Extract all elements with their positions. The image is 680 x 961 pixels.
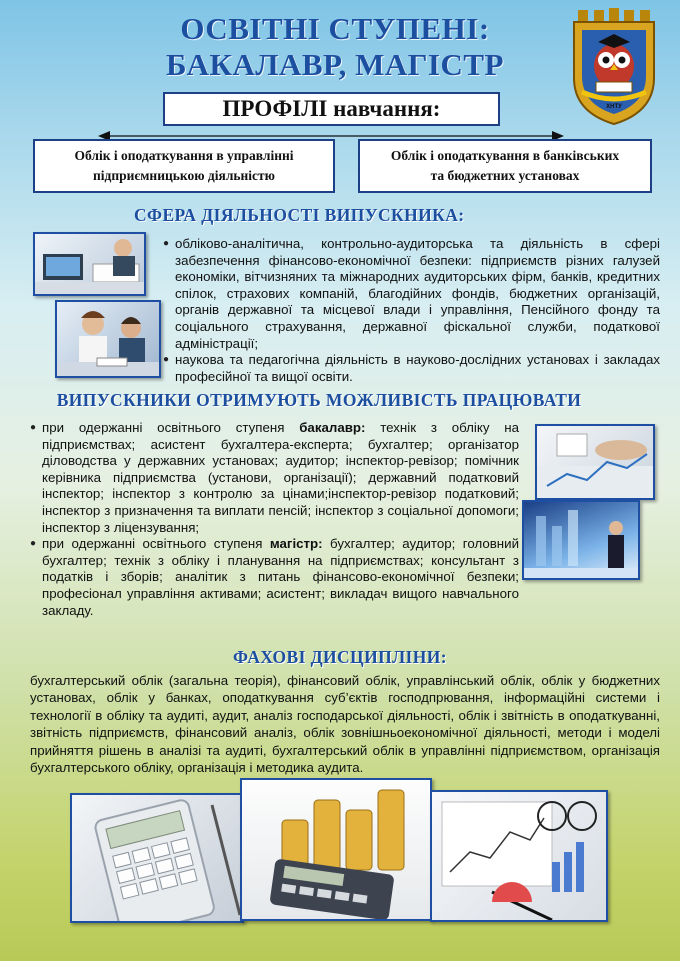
profiles-heading: ПРОФІЛІ навчання: bbox=[163, 92, 500, 126]
disciplines-text: бухгалтерський облік (загальна теорія), фінансовий облік, управлінський облік, облік у бюджетних установах, облік у банках, оподаткування суб’єктів господпрювання, інформаційні системи і технології в обліку та аудиті, аудит, аналіз господарської діяльності, облік і звітність в оподаткуванні, звітність підприємств, фінансовий аналіз, облік зовнішньоекономічної діяльності, методи і моделі прийняття рішень в аналізі та аудиті, бухгалтерський облік в управлінні підприємством, організація бухгалтерського обліку, організація і методика аудита. bbox=[30, 673, 660, 776]
profile-right-line2: та бюджетних установах bbox=[430, 168, 580, 183]
sphere-heading: СФЕРА ДІЯЛЬНОСТІ ВИПУСКНИКА: bbox=[134, 205, 465, 225]
opportunities-text bbox=[30, 420, 519, 619]
bachelor-item bbox=[30, 420, 519, 536]
disciplines-heading: ФАХОВІ ДИСЦИПЛІНИ: bbox=[232, 647, 447, 667]
profile-left bbox=[33, 139, 335, 193]
office-photo-2 bbox=[55, 300, 161, 378]
business-photo-1 bbox=[535, 424, 655, 500]
office-photo-1 bbox=[33, 232, 146, 296]
sphere-item: ● обліково-аналітична, контрольно-аудиторська та діяльність в сфері забезпечення фінансово-економічної безпеки: підприємств різних галузей економіки, вітчизняних та міжнародних аудиторських фірм, банків, кредитних спілок, страхових компаній, благодійних фондів, бюджетних організацій, органів державної та місцевої влади і управління, Пенсійного фонду та соціального страхування, державної фіскальної служби, податкової адміністрації; bbox=[163, 236, 660, 352]
profile-right-line1: Облік і оподаткування в банківських bbox=[390, 148, 620, 163]
opportunities-heading: ВИПУСКНИКИ ОТРИМУЮТЬ МОЖЛИВІСТЬ ПРАЦЮВАТИ bbox=[56, 390, 582, 410]
bachelor-prefix: при одержанні освітнього ступеня bbox=[42, 420, 300, 435]
master-item bbox=[30, 536, 519, 619]
crest-label: ХНТУ bbox=[606, 104, 622, 110]
business-photo-2 bbox=[522, 500, 640, 580]
page-title-line2: БАКАЛАВР, МАГІСТР bbox=[166, 47, 504, 82]
calculator-photo bbox=[70, 793, 244, 923]
master-prefix: при одержанні освітнього ступеня bbox=[42, 536, 270, 552]
page-title-line1: ОСВІТНІ СТУПЕНІ: bbox=[180, 11, 490, 46]
sphere-item: ● наукова та педагогічна діяльність в науково-дослідних установах і закладах професійної та вищої освіти. bbox=[163, 352, 660, 385]
profile-left-line1: Облік і оподаткування в управлінні bbox=[74, 148, 294, 163]
sphere-text bbox=[163, 236, 660, 385]
coins-photo bbox=[240, 778, 432, 921]
bachelor-text: технік з обліку на підприємствах; асистент бухгалтера-експерта; бухгалтер; організатор діловодства у державних установах; аудитор; інспектор-ревізор; помічник керівника підприємства (установи, організації); державний податковий інспектор; інспектор з контролю за цінами;інспектор-ревізор податковий; інспектор з призначення та виплати пенсій; інспектор з соціальної допомоги; інспектор з ліцензування; bbox=[42, 420, 519, 535]
profile-right bbox=[358, 139, 652, 193]
master-label: магістр: bbox=[269, 536, 323, 552]
profile-left-line2: підприємницькою діяльністю bbox=[92, 168, 276, 183]
charts-photo bbox=[430, 790, 608, 922]
master-text: бухгалтер; аудитор; головний бухгалтер; технік з обліку і планування на підприємствах; консультант з податків і зборів; аналітик з питань фінансово-економічної безпеки; професіонал управління активами; асистент; викладач вищого навчального закладу. bbox=[42, 536, 520, 618]
bachelor-label: бакалавр: bbox=[299, 420, 366, 435]
